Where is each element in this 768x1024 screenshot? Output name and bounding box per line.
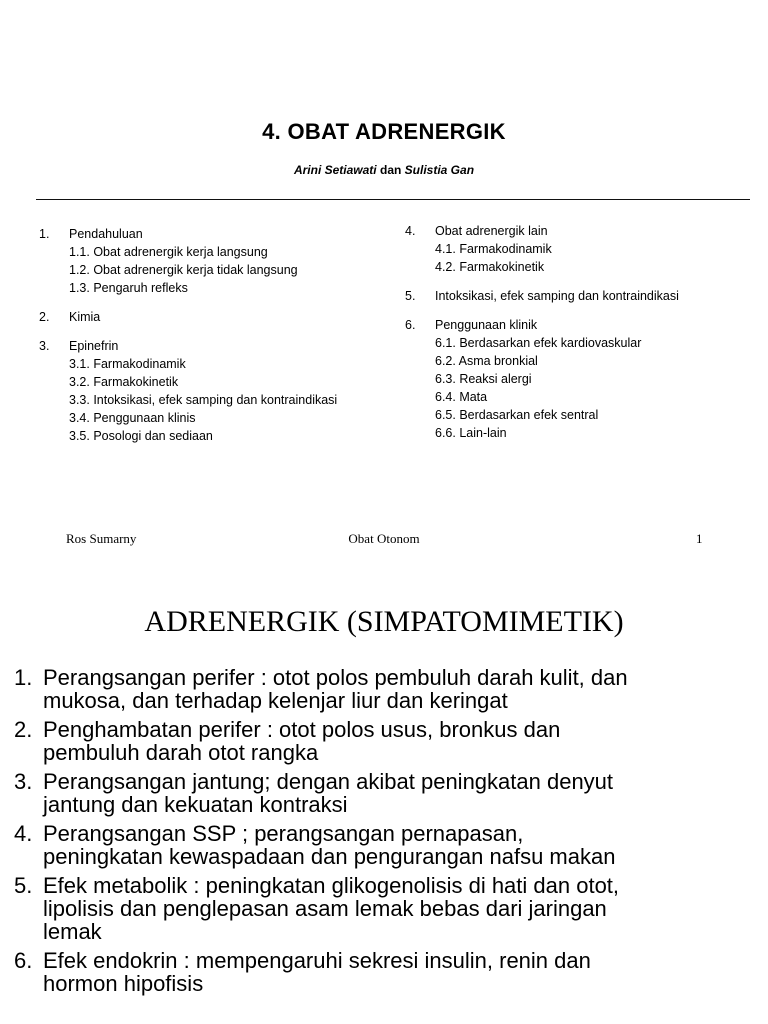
author-first: Arini Setiawati	[293, 163, 377, 177]
list-item: 3. Perangsangan jantung; dengan akibat peningkatan denyut jantung dan kekuatan kontraksi	[14, 769, 614, 817]
authors-line	[0, 163, 768, 177]
author-second: Sulistia Gan	[404, 163, 475, 177]
toc-label: Intoksikasi, efek samping dan kontraindikasi	[435, 289, 679, 303]
list-item: 2. Penghambatan perifer : otot polos usus, bronkus dan pembuluh darah otot rangka	[14, 717, 561, 765]
toc-number: 4.	[405, 224, 416, 238]
effects-list	[14, 666, 758, 1001]
toc-number: 1.	[39, 227, 50, 241]
author-conjunction: dan	[379, 163, 402, 177]
toc-label: Epinefrin	[69, 339, 119, 353]
list-item: 6. Efek endokrin : mempengaruhi sekresi insulin, renin dan hormon hipofisis	[14, 948, 591, 996]
toc-label: Penggunaan klinik	[435, 318, 538, 332]
list-item: 4. Perangsangan SSP ; perangsangan pernapasan, peningkatan kewaspadaan dan pengurangan nafsu makan	[14, 821, 616, 869]
toc-number: 6.	[405, 318, 416, 332]
toc-number: 5.	[405, 289, 416, 303]
footer-page-number: 1	[696, 531, 703, 546]
toc-label: Kimia	[69, 310, 101, 324]
toc-right-column: 4. Obat adrenergik lain 4.1. Farmakodinamik 4.2. Farmakokinetik 5. Intoksikasi, efek samping dan kontraindikasi 6. Penggunaan klinik 6.1. Berdasarkan efek kardiovaskular 6.2. Asma bronkial 6.3. Reaksi alergi 6.4. Mata 6.5. Berdasarkan efek sentral 6.6. Lain-lain	[405, 224, 679, 440]
slide-title: ADRENERGIK (SIMPATOMIMETIK)	[144, 605, 624, 638]
list-item: 5. Efek metabolik : peningkatan glikogenolisis di hati dan otot, lipolisis dan penglepasan asam lemak bebas dari jaringan lemak	[14, 873, 620, 944]
toc-number: 3.	[39, 339, 50, 353]
toc-left-column: 1. Pendahuluan 1.1. Obat adrenergik kerja langsung 1.2. Obat adrenergik kerja tidak langsung 1.3. Pengaruh refleks 2. Kimia 3. Epinefrin 3.1. Farmakodinamik 3.2. Farmakokinetik 3.3. Intoksikasi, efek samping dan kontraindikasi 3.4. Penggunaan klinis 3.5. Posologi dan sediaan	[39, 227, 338, 443]
header-divider	[36, 199, 750, 200]
toc-number: 2.	[39, 310, 50, 324]
toc-label: Obat adrenergik lain	[435, 224, 548, 238]
footer-author: Ros Sumarny	[66, 531, 137, 546]
list-item: 1. Perangsangan perifer : otot polos pembuluh darah kulit, dan mukosa, dan terhadap kelenjar liur dan keringat	[14, 665, 628, 713]
chapter-title: 4. OBAT ADRENERGIK	[262, 119, 506, 144]
footer-topic: Obat Otonom	[348, 531, 420, 546]
toc-label: Pendahuluan	[69, 227, 143, 241]
